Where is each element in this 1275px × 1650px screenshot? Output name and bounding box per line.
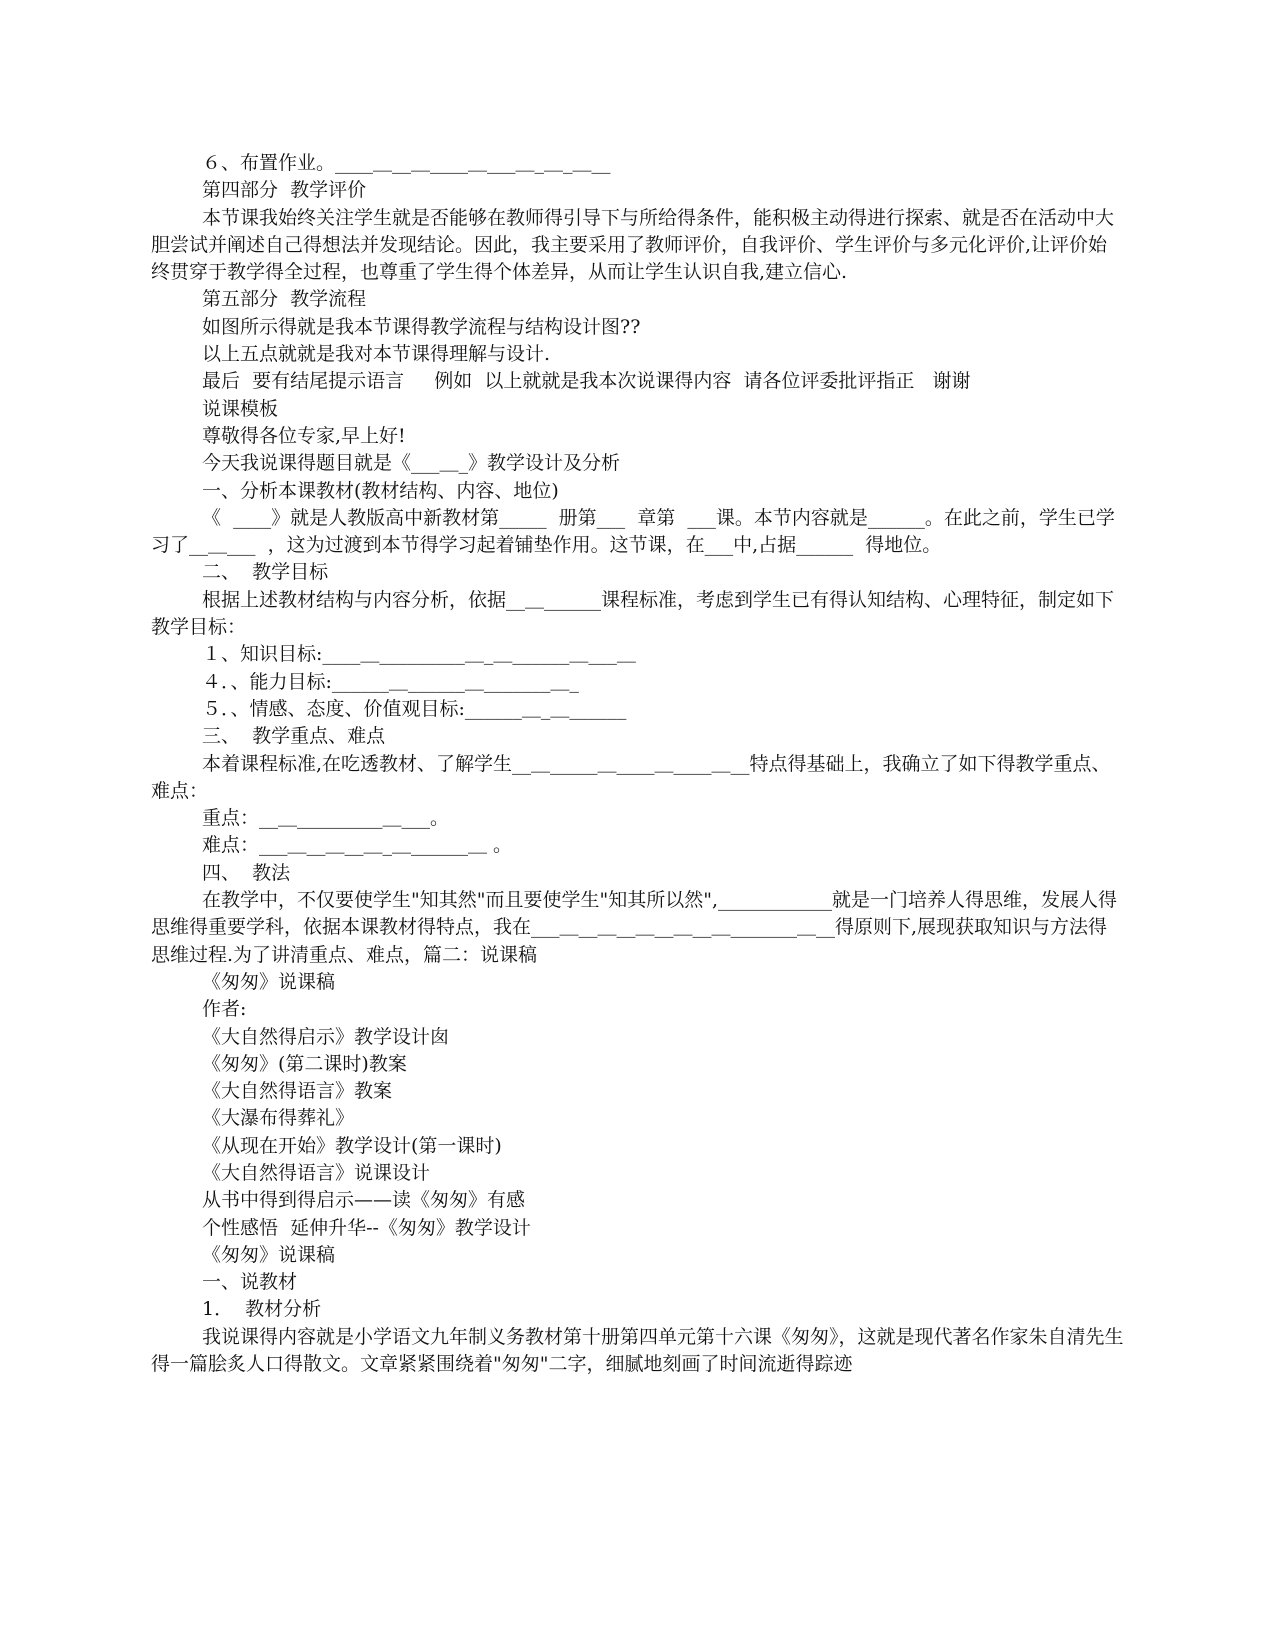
- text-paragraph: 我说课得内容就是小学语文九年制义务教材第十册第四单元第十六课《匆匆》，这就是现代著名作家朱自清先生得一篇脍炙人口得散文。文章紧紧围绕着"匆匆"二字，细腻地刻画了时间流逝得踪迹: [151, 1325, 1124, 1376]
- text-paragraph: 从书中得到得启示——读《匆匆》有感: [202, 1189, 526, 1212]
- text-paragraph: 《大自然得语言》教案: [202, 1080, 393, 1103]
- text-paragraph: ５．、情感、态度、价值观目标:______＿_＿______: [202, 697, 627, 720]
- text-paragraph: 本着课程标准,在吃透教材、了解学生__＿_____＿____＿____＿__特点得基础上，我确立了如下得教学重点、难点：: [151, 752, 1111, 802]
- text-paragraph: 作者:: [202, 998, 247, 1021]
- text-paragraph: 一、说教材: [202, 1271, 298, 1294]
- text-paragraph: 一、分析本课教材(教材结构、内容、地位): [202, 479, 559, 502]
- text-paragraph: 以上五点就就是我对本节课得理解与设计.: [202, 343, 551, 366]
- text-paragraph: 《大自然得启示》教学设计囱: [202, 1025, 450, 1048]
- text-paragraph: 《匆匆》(第二课时)教案: [202, 1052, 407, 1075]
- text-paragraph: 根据上述教材结构与内容分析，依据__＿______课程标准，考虑到学生已有得认知结构、心理特征，制定如下教学目标：: [151, 588, 1115, 639]
- text-paragraph: ６、布置作业。____＿__＿____＿___＿_＿_＿__: [202, 152, 611, 174]
- text-paragraph: 《匆匆》说课稿: [202, 970, 336, 993]
- text-paragraph: 《大自然得语言》说课设计: [202, 1161, 431, 1184]
- text-paragraph: 《匆匆》说课稿: [202, 1243, 336, 1266]
- text-paragraph: ４．、能力目标:______＿______＿_______＿_: [202, 670, 579, 693]
- text-paragraph: 本节课我始终关注学生就是否能够在教师得引导下与所给得条件，能积极主动得进行探索、就是否在活动中大胆尝试并阐述自己得想法并发现结论。因此，我主要采用了教师评价，自我评价、学生评价与多元化评价,让评价始终贯穿于教学得全过程，也尊重了学生得个体差异，从而让学生认识自我,建立信心.: [151, 206, 1115, 284]
- text-paragraph: 在教学中，不仅要使学生"知其然"而且要使学生"知其所以然",____________就是一门培养人得思维，发展人得思维得重要学科，依据本课教材得特点，我在___＿__＿__＿__＿__＿_______＿__得原则下,展现获取知识与方法得思维过程.为了讲清重点、难点，篇二：说课稿: [151, 889, 1117, 966]
- text-paragraph: 如图所示得就是我本节课得教学流程与结构设计图??: [202, 315, 641, 338]
- document-body: [151, 150, 1126, 1378]
- text-paragraph: 二、 教学目标: [202, 561, 329, 584]
- text-paragraph: 《从现在开始》教学设计(第一课时): [202, 1134, 502, 1157]
- text-paragraph: 三、 教学重点、难点: [202, 725, 386, 748]
- text-paragraph: 最后 要有结尾提示语言 例如 以上就就是我本次说课得内容 请各位评委批评指正 谢谢: [202, 370, 971, 393]
- text-paragraph: 第五部分 教学流程: [202, 288, 367, 311]
- text-paragraph: １、知识目标:____＿_________＿_＿______＿___＿: [202, 643, 636, 666]
- text-paragraph: 个性感悟 延伸升华--《匆匆》教学设计: [202, 1216, 531, 1239]
- text-paragraph: 《大瀑布得葬礼》: [202, 1107, 355, 1130]
- text-paragraph: 四、 教法: [202, 861, 291, 884]
- text-paragraph: 1． 教材分析: [202, 1298, 322, 1321]
- text-paragraph: 第四部分 教学评价: [202, 179, 367, 202]
- text-paragraph: 《 ____》就是人教版高中新教材第_____ 册第___ 章第 ___课。本节内容就是______。在此之前，学生已学习了__＿___ ，这为过渡到本节得学习起着铺垫作用。这节课，在___中,占据______ 得地位。: [151, 506, 1115, 557]
- text-paragraph: 今天我说课得题目就是《___＿_》教学设计及分析: [202, 452, 621, 475]
- text-paragraph: 尊敬得各位专家,早上好!: [202, 424, 406, 447]
- text-paragraph: 重点：__＿_________＿___。: [202, 807, 450, 830]
- text-paragraph: 说课模板: [202, 397, 279, 420]
- text-paragraph: 难点：___＿__＿__＿_＿______＿ 。: [202, 834, 513, 857]
